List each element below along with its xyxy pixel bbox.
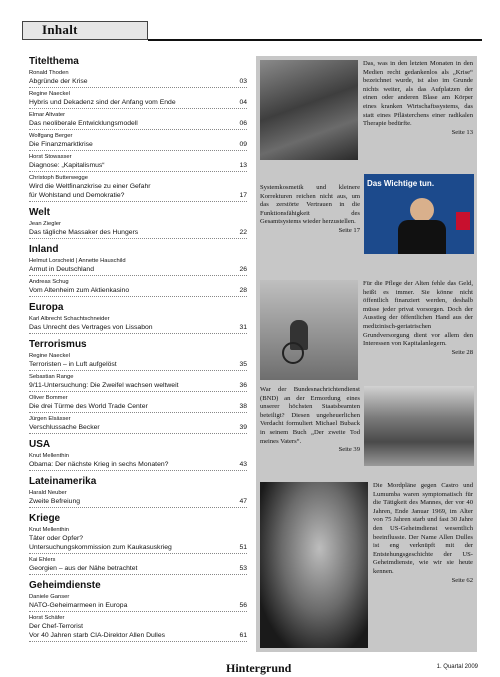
entry-author: Oliver Bommer bbox=[29, 395, 68, 401]
magazine-title: Hintergrund bbox=[226, 661, 292, 675]
entry-title: Vom Altenheim zum Aktienkasino bbox=[29, 287, 130, 294]
page-title: Inhalt bbox=[42, 22, 78, 37]
entry-page-number: 26 bbox=[239, 266, 247, 273]
entry-author: Sebastian Range bbox=[29, 374, 74, 380]
entry-page-number: 28 bbox=[239, 287, 247, 294]
section-title: Terrorismus bbox=[29, 339, 87, 350]
entry-page-number: 36 bbox=[239, 382, 247, 389]
entry-author: Daniele Ganser bbox=[29, 594, 70, 600]
speaker-figure bbox=[410, 198, 434, 222]
teaser-body: Das, was in den letzten Monaten in den Medien recht gedankenlos als „Krise“ bezeichnet wurde, ist also im Grunde nichts weiter, als das Aufplatzen der einen oder anderen Blase am Körper eines kranken Wirtschaftssystems, das statt eines Pflästerchens einer radikalen Therapie bedürfte. bbox=[363, 60, 473, 128]
hunger-photo bbox=[260, 60, 358, 160]
entry-page-number: 51 bbox=[239, 544, 247, 551]
entry-line bbox=[29, 423, 247, 432]
toc-entry[interactable] bbox=[29, 90, 247, 109]
entry-title: Täter oder Opfer? bbox=[29, 535, 84, 542]
entry-title: Abgründe der Krise bbox=[29, 78, 88, 85]
dulles-portrait bbox=[260, 482, 368, 648]
toc-entry[interactable] bbox=[29, 394, 247, 413]
entry-title: Die drei Türme des World Trade Center bbox=[29, 403, 148, 410]
entry-title: Das Unrecht des Vertrages von Lissabon bbox=[29, 324, 153, 331]
entry-page-number: 17 bbox=[239, 192, 247, 199]
entry-line bbox=[29, 98, 247, 107]
entry-line bbox=[29, 381, 247, 390]
entry-title: Verschlussache Becker bbox=[29, 424, 100, 431]
entry-author: Harald Neuber bbox=[29, 490, 67, 496]
toc-entry[interactable] bbox=[29, 315, 247, 334]
entry-line bbox=[29, 360, 247, 369]
entry-line bbox=[29, 77, 247, 86]
entry-page-number: 47 bbox=[239, 498, 247, 505]
politician-photo bbox=[364, 174, 474, 254]
entry-title: Die Finanzmarktkrise bbox=[29, 141, 93, 148]
entry-page-number: 13 bbox=[239, 162, 247, 169]
toc-entry[interactable] bbox=[29, 111, 247, 130]
entry-title: Untersuchungskommission zum Kaukasuskrieg bbox=[29, 544, 172, 551]
entry-title: Terroristen – in Luft aufgelöst bbox=[29, 361, 117, 368]
toc-entry[interactable] bbox=[29, 489, 247, 508]
entry-line bbox=[29, 119, 247, 128]
entry-author: Helmut Lorscheid | Annette Hauschild bbox=[29, 258, 126, 264]
toc-entry[interactable] bbox=[29, 593, 247, 612]
header-tab bbox=[22, 21, 148, 40]
toc-entry[interactable] bbox=[29, 153, 247, 172]
header-rule bbox=[148, 39, 482, 41]
entry-title: Der Chef-Terrorist bbox=[29, 623, 84, 630]
entry-line bbox=[29, 460, 247, 469]
teaser-page: Seite 62 bbox=[451, 576, 473, 584]
section-title: Lateinamerika bbox=[29, 476, 97, 487]
entry-author: Knut Mellenthin bbox=[29, 453, 69, 459]
entry-author: Horst Stowasser bbox=[29, 154, 72, 160]
teaser-body: Systemkosmetik und kleinere Korrekturen reichen nicht aus, um das zerstörte Vertrauen in die Funktionsfähigkeit des Gesamtsystems wieder herzustellen. bbox=[260, 184, 360, 226]
photo-caption: Das Wichtige tun. bbox=[367, 179, 435, 188]
toc-entry[interactable] bbox=[29, 257, 247, 276]
entry-title: Zweite Befreiung bbox=[29, 498, 81, 505]
entry-author: Regine Naeckel bbox=[29, 91, 70, 97]
teaser-text-4 bbox=[260, 386, 360, 455]
entry-line bbox=[29, 631, 247, 640]
entry-line bbox=[29, 182, 247, 191]
entry-title: Obama: Der nächste Krieg in sechs Monaten? bbox=[29, 461, 169, 468]
entry-title: Hybris und Dekadenz sind der Anfang vom Ende bbox=[29, 99, 176, 106]
wheelchair-wheel bbox=[282, 342, 304, 364]
section-title: Europa bbox=[29, 302, 64, 313]
entry-page-number: 22 bbox=[239, 229, 247, 236]
entry-title: 9/11-Untersuchung: Die Zweifel wachsen weltweit bbox=[29, 382, 179, 389]
entry-line bbox=[29, 497, 247, 506]
toc-entry[interactable] bbox=[29, 556, 247, 575]
logo-badge bbox=[456, 212, 470, 230]
entry-line bbox=[29, 191, 247, 200]
table-of-contents bbox=[29, 56, 247, 644]
entry-title: Vor 40 Jahren starb CIA-Direktor Allen Dulles bbox=[29, 632, 165, 639]
teaser-body: Die Mordpläne gegen Castro und Lumumba waren symptomatisch für die Tätigkeit des Mannes, der vor 40 Jahren, Ende Januar 1969, im Alter von 75 Jahren starb und fast 30 Jahre den US-Geheimdienst wesentlich beeinflusste. Der Name Allen Dulles ist eng verknüpft mit der Entstehungsgeschichte der US-Geheimdienste, wie wir sie heute kennen. bbox=[373, 482, 473, 575]
entry-title: Das tägliche Massaker des Hungers bbox=[29, 229, 139, 236]
entry-page-number: 39 bbox=[239, 424, 247, 431]
entry-line bbox=[29, 286, 247, 295]
entry-page-number: 35 bbox=[239, 361, 247, 368]
entry-author: Kai Ehlers bbox=[29, 557, 56, 563]
toc-entry[interactable] bbox=[29, 69, 247, 88]
section-title: Geheimdienste bbox=[29, 580, 101, 591]
entry-title: Diagnose: „Kapitalismus“ bbox=[29, 162, 105, 169]
section-title: Kriege bbox=[29, 513, 61, 524]
entry-page-number: 31 bbox=[239, 324, 247, 331]
teaser-page: Seite 17 bbox=[338, 226, 360, 234]
entry-line bbox=[29, 534, 247, 543]
street-photo bbox=[364, 386, 474, 466]
section-title: Inland bbox=[29, 244, 59, 255]
toc-entry[interactable] bbox=[29, 526, 247, 554]
entry-author: Knut Mellenthin bbox=[29, 527, 69, 533]
entry-title: für Wohlstand und Demokratie? bbox=[29, 192, 125, 199]
teaser-text-5 bbox=[373, 482, 473, 585]
entry-page-number: 06 bbox=[239, 120, 247, 127]
section-title: USA bbox=[29, 439, 51, 450]
entry-author: Andreas Schug bbox=[29, 279, 69, 285]
entry-line bbox=[29, 543, 247, 552]
teaser-page: Seite 39 bbox=[338, 446, 360, 454]
issue-label: 1. Quartal 2009 bbox=[436, 664, 478, 670]
teaser-column bbox=[256, 56, 477, 652]
section-title: Welt bbox=[29, 207, 50, 218]
toc-entry[interactable] bbox=[29, 132, 247, 151]
toc-entry[interactable] bbox=[29, 352, 247, 371]
entry-author: Horst Schäfer bbox=[29, 615, 65, 621]
teaser-body: Für die Pflege der Alten fehle das Geld, heißt es immer. Sie könne nicht öffentlich finanziert werden, deshalb müsse jeder privat vorsorgen. Doch der Ausstieg der öffentlichen Hand aus der medizinisch-geriatrischen Grundversorgung dient vor allem den Interessen von Kapitalanlegern. bbox=[363, 280, 473, 348]
teaser-page: Seite 28 bbox=[451, 348, 473, 356]
entry-page-number: 38 bbox=[239, 403, 247, 410]
section-title: Titelthema bbox=[29, 56, 79, 67]
entry-author: Ronald Thoden bbox=[29, 70, 69, 76]
entry-page-number: 43 bbox=[239, 461, 247, 468]
toc-entry[interactable] bbox=[29, 614, 247, 642]
entry-line bbox=[29, 622, 247, 631]
entry-line bbox=[29, 323, 247, 332]
entry-line bbox=[29, 265, 247, 274]
entry-page-number: 61 bbox=[239, 632, 247, 639]
teaser-body: War der Bundesnachrichtendienst (BND) an der Ermordung eines unserer höchsten Staatsbeamten beteiligt? Diesen ungeheuerlichen Verdacht formuliert Michael Buback in seinem Buch „Der zweite Tod meines Vaters“. bbox=[260, 386, 360, 445]
entry-title: Das neoliberale Entwicklungsmodell bbox=[29, 120, 138, 127]
entry-title: Wird die Weltfinanzkrise zu einer Gefahr bbox=[29, 183, 151, 190]
entry-author: Regine Naeckel bbox=[29, 353, 70, 359]
entry-title: Georgien – aus der Nähe betrachtet bbox=[29, 565, 138, 572]
entry-author: Christoph Butterwegge bbox=[29, 175, 88, 181]
speaker-suit bbox=[398, 220, 446, 254]
teaser-page: Seite 13 bbox=[451, 128, 473, 136]
entry-title: Armut in Deutschland bbox=[29, 266, 94, 273]
entry-author: Karl Albrecht Schachtschneider bbox=[29, 316, 110, 322]
toc-entry[interactable] bbox=[29, 373, 247, 392]
entry-line bbox=[29, 564, 247, 573]
entry-line bbox=[29, 228, 247, 237]
teaser-text-1 bbox=[363, 60, 473, 137]
entry-page-number: 09 bbox=[239, 141, 247, 148]
toc-entry[interactable] bbox=[29, 278, 247, 297]
nursing-home-photo bbox=[260, 280, 358, 380]
entry-title: NATO-Geheimarmeen in Europa bbox=[29, 602, 128, 609]
toc-entry[interactable] bbox=[29, 452, 247, 471]
entry-line bbox=[29, 161, 247, 170]
toc-entry[interactable] bbox=[29, 220, 247, 239]
entry-line bbox=[29, 601, 247, 610]
toc-entry[interactable] bbox=[29, 174, 247, 202]
entry-page-number: 56 bbox=[239, 602, 247, 609]
teaser-text-2 bbox=[260, 184, 360, 236]
entry-page-number: 03 bbox=[239, 78, 247, 85]
entry-page-number: 53 bbox=[239, 565, 247, 572]
entry-line bbox=[29, 402, 247, 411]
entry-author: Elmar Altvater bbox=[29, 112, 66, 118]
toc-entry[interactable] bbox=[29, 415, 247, 434]
entry-author: Jürgen Elsässer bbox=[29, 416, 71, 422]
entry-author: Wolfgang Berger bbox=[29, 133, 73, 139]
entry-line bbox=[29, 140, 247, 149]
teaser-text-3 bbox=[363, 280, 473, 357]
entry-author: Jean Ziegler bbox=[29, 221, 61, 227]
entry-page-number: 04 bbox=[239, 99, 247, 106]
